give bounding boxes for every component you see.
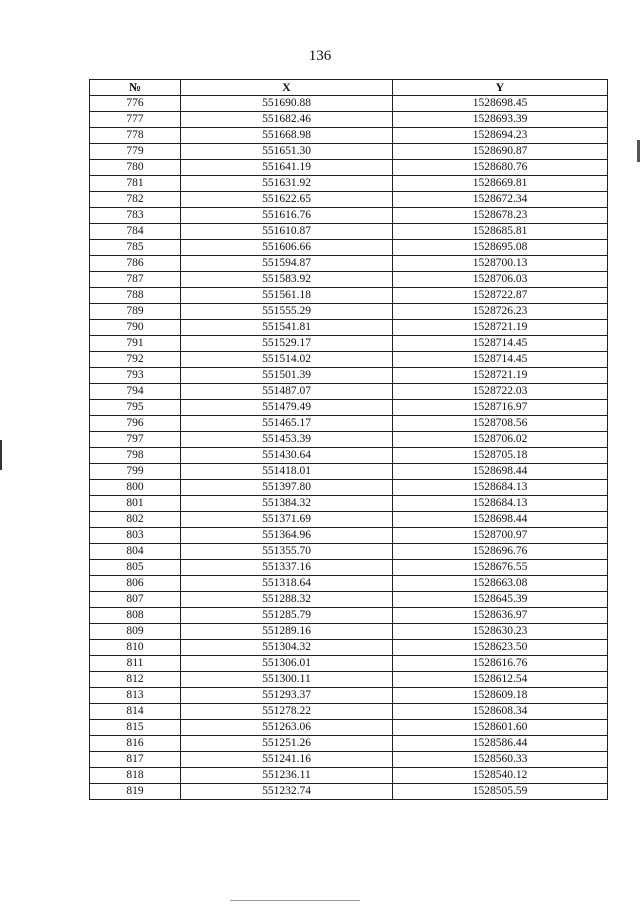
x-coordinate-cell: 551616.76 (181, 208, 393, 224)
point-number-cell: 801 (90, 496, 181, 512)
point-number-cell: 799 (90, 464, 181, 480)
x-coordinate-cell: 551622.65 (181, 192, 393, 208)
point-number-cell: 808 (90, 608, 181, 624)
y-coordinate-cell: 1528540.12 (393, 768, 608, 784)
x-coordinate-cell: 551355.70 (181, 544, 393, 560)
scan-artifact-line (230, 900, 360, 901)
table-row (90, 384, 608, 400)
point-number-cell: 816 (90, 736, 181, 752)
y-coordinate-cell: 1528700.97 (393, 528, 608, 544)
point-number-cell: 815 (90, 720, 181, 736)
y-coordinate-cell: 1528685.81 (393, 224, 608, 240)
x-coordinate-cell: 551606.66 (181, 240, 393, 256)
table-row (90, 272, 608, 288)
point-number-cell: 782 (90, 192, 181, 208)
table-row (90, 112, 608, 128)
x-coordinate-cell: 551690.88 (181, 96, 393, 112)
y-coordinate-cell: 1528608.34 (393, 704, 608, 720)
point-number-cell: 795 (90, 400, 181, 416)
y-coordinate-cell: 1528669.81 (393, 176, 608, 192)
x-coordinate-cell: 551682.46 (181, 112, 393, 128)
y-coordinate-cell: 1528698.44 (393, 512, 608, 528)
table-row (90, 96, 608, 112)
table-row (90, 224, 608, 240)
y-coordinate-cell: 1528721.19 (393, 320, 608, 336)
y-coordinate-cell: 1528708.56 (393, 416, 608, 432)
table-row (90, 256, 608, 272)
point-number-cell: 809 (90, 624, 181, 640)
point-number-cell: 786 (90, 256, 181, 272)
y-coordinate-cell: 1528601.60 (393, 720, 608, 736)
table-row (90, 608, 608, 624)
table-row (90, 672, 608, 688)
y-coordinate-cell: 1528630.23 (393, 624, 608, 640)
x-coordinate-cell: 551418.01 (181, 464, 393, 480)
table-row (90, 480, 608, 496)
table-row (90, 592, 608, 608)
table-row (90, 208, 608, 224)
x-coordinate-cell: 551561.18 (181, 288, 393, 304)
table-row (90, 768, 608, 784)
x-coordinate-cell: 551641.19 (181, 160, 393, 176)
y-coordinate-cell: 1528706.03 (393, 272, 608, 288)
point-number-cell: 807 (90, 592, 181, 608)
y-coordinate-cell: 1528714.45 (393, 352, 608, 368)
table-row (90, 704, 608, 720)
point-number-cell: 791 (90, 336, 181, 352)
point-number-cell: 793 (90, 368, 181, 384)
point-number-cell: 788 (90, 288, 181, 304)
y-coordinate-cell: 1528505.59 (393, 784, 608, 800)
y-coordinate-cell: 1528612.54 (393, 672, 608, 688)
x-coordinate-cell: 551371.69 (181, 512, 393, 528)
coordinates-table (89, 79, 608, 800)
point-number-cell: 818 (90, 768, 181, 784)
point-number-cell: 805 (90, 560, 181, 576)
point-number-cell: 789 (90, 304, 181, 320)
table-row (90, 144, 608, 160)
x-coordinate-cell: 551487.07 (181, 384, 393, 400)
point-number-cell: 785 (90, 240, 181, 256)
point-number-cell: 792 (90, 352, 181, 368)
y-coordinate-cell: 1528695.08 (393, 240, 608, 256)
table-row (90, 160, 608, 176)
x-coordinate-cell: 551541.81 (181, 320, 393, 336)
y-coordinate-cell: 1528684.13 (393, 496, 608, 512)
y-coordinate-cell: 1528616.76 (393, 656, 608, 672)
table-row (90, 192, 608, 208)
table-row (90, 736, 608, 752)
scan-edge-mark (0, 440, 2, 470)
y-coordinate-cell: 1528609.18 (393, 688, 608, 704)
x-coordinate-cell: 551397.80 (181, 480, 393, 496)
x-coordinate-cell: 551430.64 (181, 448, 393, 464)
x-coordinate-cell: 551465.17 (181, 416, 393, 432)
x-coordinate-cell: 551278.22 (181, 704, 393, 720)
table-row (90, 576, 608, 592)
x-coordinate-cell: 551289.16 (181, 624, 393, 640)
table-row (90, 320, 608, 336)
y-coordinate-cell: 1528623.50 (393, 640, 608, 656)
y-coordinate-cell: 1528586.44 (393, 736, 608, 752)
y-coordinate-cell: 1528716.97 (393, 400, 608, 416)
y-coordinate-cell: 1528645.39 (393, 592, 608, 608)
table-row (90, 240, 608, 256)
point-number-cell: 777 (90, 112, 181, 128)
x-coordinate-cell: 551306.01 (181, 656, 393, 672)
point-number-cell: 796 (90, 416, 181, 432)
x-coordinate-cell: 551285.79 (181, 608, 393, 624)
point-number-cell: 806 (90, 576, 181, 592)
table-row (90, 416, 608, 432)
point-number-cell: 797 (90, 432, 181, 448)
table-row (90, 784, 608, 800)
y-coordinate-cell: 1528714.45 (393, 336, 608, 352)
x-coordinate-cell: 551631.92 (181, 176, 393, 192)
table-row (90, 528, 608, 544)
x-coordinate-cell: 551251.26 (181, 736, 393, 752)
table-row (90, 352, 608, 368)
y-coordinate-cell: 1528705.18 (393, 448, 608, 464)
table-body (90, 96, 608, 800)
table-row (90, 496, 608, 512)
y-coordinate-cell: 1528678.23 (393, 208, 608, 224)
point-number-cell: 817 (90, 752, 181, 768)
x-coordinate-cell: 551241.16 (181, 752, 393, 768)
table-row (90, 656, 608, 672)
y-coordinate-cell: 1528560.33 (393, 752, 608, 768)
point-number-cell: 784 (90, 224, 181, 240)
point-number-cell: 813 (90, 688, 181, 704)
y-coordinate-cell: 1528636.97 (393, 608, 608, 624)
table-row (90, 512, 608, 528)
point-number-cell: 781 (90, 176, 181, 192)
point-number-cell: 810 (90, 640, 181, 656)
point-number-cell: 798 (90, 448, 181, 464)
point-number-cell: 794 (90, 384, 181, 400)
x-coordinate-cell: 551501.39 (181, 368, 393, 384)
x-coordinate-cell: 551453.39 (181, 432, 393, 448)
y-coordinate-cell: 1528672.34 (393, 192, 608, 208)
y-coordinate-cell: 1528698.45 (393, 96, 608, 112)
table-row (90, 544, 608, 560)
y-coordinate-cell: 1528721.19 (393, 368, 608, 384)
y-coordinate-cell: 1528690.87 (393, 144, 608, 160)
header-x: X (181, 80, 393, 96)
table-row (90, 400, 608, 416)
x-coordinate-cell: 551236.11 (181, 768, 393, 784)
point-number-cell: 779 (90, 144, 181, 160)
table-row (90, 176, 608, 192)
point-number-cell: 819 (90, 784, 181, 800)
x-coordinate-cell: 551514.02 (181, 352, 393, 368)
x-coordinate-cell: 551583.92 (181, 272, 393, 288)
point-number-cell: 783 (90, 208, 181, 224)
y-coordinate-cell: 1528726.23 (393, 304, 608, 320)
y-coordinate-cell: 1528694.23 (393, 128, 608, 144)
y-coordinate-cell: 1528684.13 (393, 480, 608, 496)
x-coordinate-cell: 551384.32 (181, 496, 393, 512)
y-coordinate-cell: 1528722.03 (393, 384, 608, 400)
x-coordinate-cell: 551479.49 (181, 400, 393, 416)
x-coordinate-cell: 551263.06 (181, 720, 393, 736)
point-number-cell: 790 (90, 320, 181, 336)
table-row (90, 288, 608, 304)
x-coordinate-cell: 551668.98 (181, 128, 393, 144)
x-coordinate-cell: 551529.17 (181, 336, 393, 352)
point-number-cell: 776 (90, 96, 181, 112)
y-coordinate-cell: 1528676.55 (393, 560, 608, 576)
y-coordinate-cell: 1528722.87 (393, 288, 608, 304)
x-coordinate-cell: 551288.32 (181, 592, 393, 608)
x-coordinate-cell: 551232.74 (181, 784, 393, 800)
table-header-row (90, 80, 608, 96)
table-row (90, 336, 608, 352)
point-number-cell: 787 (90, 272, 181, 288)
y-coordinate-cell: 1528693.39 (393, 112, 608, 128)
x-coordinate-cell: 551337.16 (181, 560, 393, 576)
x-coordinate-cell: 551594.87 (181, 256, 393, 272)
table-row (90, 752, 608, 768)
x-coordinate-cell: 551318.64 (181, 576, 393, 592)
y-coordinate-cell: 1528698.44 (393, 464, 608, 480)
x-coordinate-cell: 551293.37 (181, 688, 393, 704)
point-number-cell: 803 (90, 528, 181, 544)
table-row (90, 368, 608, 384)
x-coordinate-cell: 551651.30 (181, 144, 393, 160)
y-coordinate-cell: 1528706.02 (393, 432, 608, 448)
table-row (90, 304, 608, 320)
x-coordinate-cell: 551610.87 (181, 224, 393, 240)
point-number-cell: 800 (90, 480, 181, 496)
y-coordinate-cell: 1528663.08 (393, 576, 608, 592)
x-coordinate-cell: 551555.29 (181, 304, 393, 320)
point-number-cell: 804 (90, 544, 181, 560)
table-row (90, 432, 608, 448)
table-row (90, 624, 608, 640)
x-coordinate-cell: 551364.96 (181, 528, 393, 544)
page-number: 136 (308, 48, 332, 64)
point-number-cell: 811 (90, 656, 181, 672)
point-number-cell: 778 (90, 128, 181, 144)
y-coordinate-cell: 1528700.13 (393, 256, 608, 272)
table-row (90, 560, 608, 576)
table-row (90, 688, 608, 704)
header-number: № (90, 80, 181, 96)
x-coordinate-cell: 551300.11 (181, 672, 393, 688)
y-coordinate-cell: 1528696.76 (393, 544, 608, 560)
y-coordinate-cell: 1528680.76 (393, 160, 608, 176)
point-number-cell: 812 (90, 672, 181, 688)
x-coordinate-cell: 551304.32 (181, 640, 393, 656)
header-y: Y (393, 80, 608, 96)
point-number-cell: 814 (90, 704, 181, 720)
table-row (90, 128, 608, 144)
point-number-cell: 780 (90, 160, 181, 176)
table-row (90, 720, 608, 736)
table-row (90, 640, 608, 656)
table-row (90, 448, 608, 464)
table-row (90, 464, 608, 480)
point-number-cell: 802 (90, 512, 181, 528)
